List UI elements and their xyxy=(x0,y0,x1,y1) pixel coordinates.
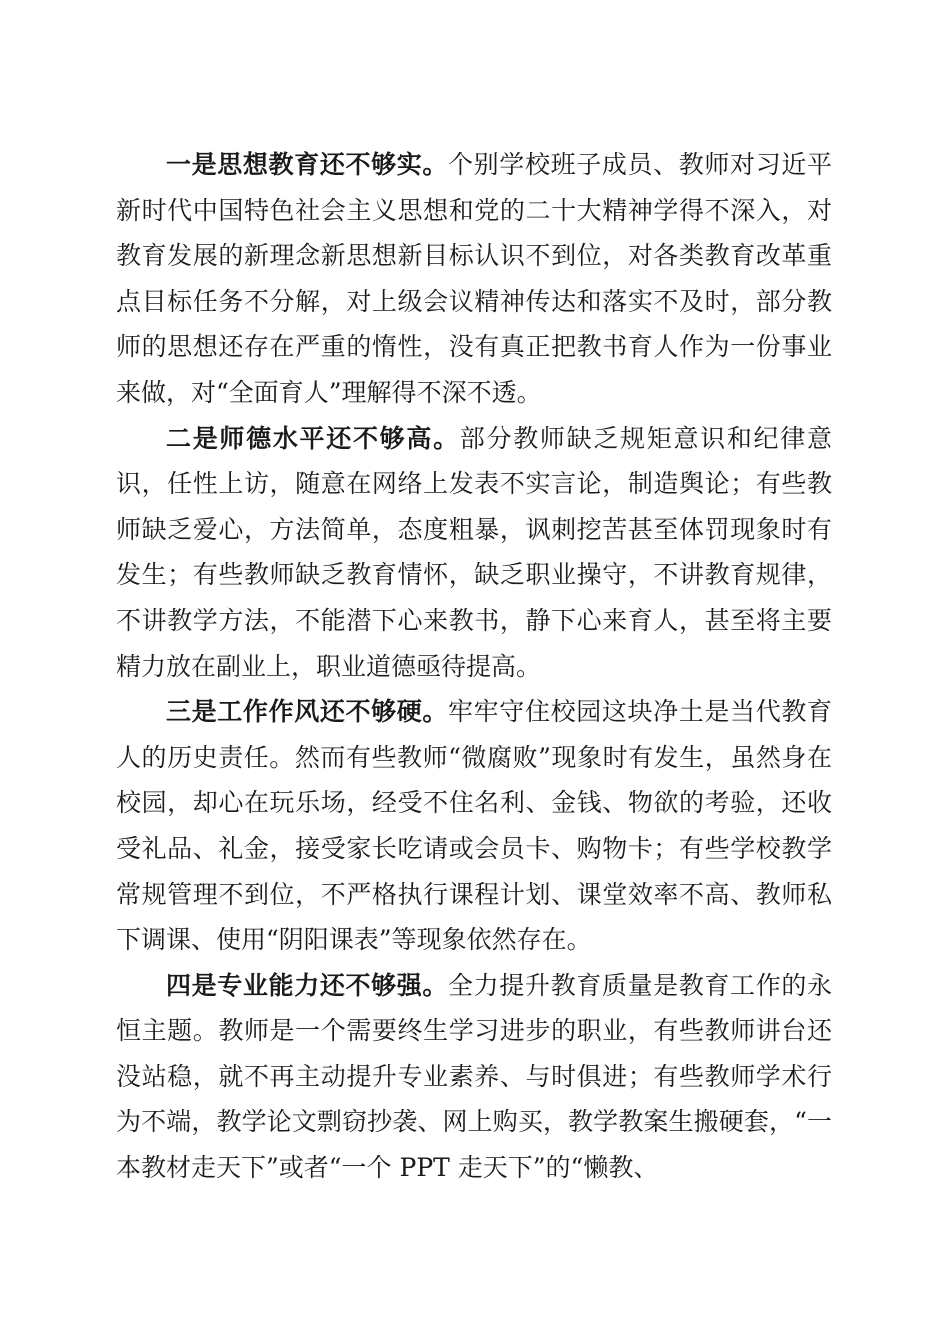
paragraph-heading: 三是工作作风还不够硬。 xyxy=(166,697,449,727)
paragraph-text: 个别学校班子成员、教师对习近平新时代中国特色社会主义思想和党的二十大精神学得不深入，对教育发展的新理念新思想新目标认识不到位，对各类教育改革重点目标任务不分解，对上级会议精神传达和落实不及时，部分教师的思想还存在严重的惰性，没有真正把教书育人作为一份事业来做，对“全面育人”理解得不深不透。 xyxy=(116,150,832,407)
document-body xyxy=(116,142,832,1191)
paragraph-work-style xyxy=(116,689,832,963)
paragraph-professional-ability xyxy=(116,963,832,1191)
paragraph-heading: 二是师德水平还不够高。 xyxy=(166,423,460,453)
paragraph-text: 全力提升教育质量是教育工作的永恒主题。教师是一个需要终生学习进步的职业，有些教师讲台还没站稳，就不再主动提升专业素养、与时俱进；有些教师学术行为不端，教学论文剽窃抄袭、网上购买，教学教案生搬硬套，“一本教材走天下”或者“一个 PPT 走天下”的“懒教、 xyxy=(116,970,832,1183)
paragraph-thought-education xyxy=(116,142,832,416)
paragraph-text: 部分教师缺乏规矩意识和纪律意识，任性上访，随意在网络上发表不实言论，制造舆论；有些教师缺乏爱心，方法简单，态度粗暴，讽刺挖苦甚至体罚现象时有发生；有些教师缺乏教育情怀，缺乏职业操守，不讲教育规律，不讲教学方法，不能潜下心来教书，静下心来育人，甚至将主要精力放在副业上，职业道德亟待提高。 xyxy=(116,423,832,681)
paragraph-heading: 一是思想教育还不够实。 xyxy=(166,150,449,179)
paragraph-teacher-ethics xyxy=(116,416,832,690)
paragraph-text: 牢牢守住校园这块净土是当代教育人的历史责任。然而有些教师“微腐败”现象时有发生，虽然身在校园，却心在玩乐场，经受不住名利、金钱、物欲的考验，还收受礼品、礼金，接受家长吃请或会员卡、购物卡；有些学校教学常规管理不到位，不严格执行课程计划、课堂效率不高、教师私下调课、使用“阴阳课表”等现象依然存在。 xyxy=(116,697,832,955)
paragraph-heading: 四是专业能力还不够强。 xyxy=(166,970,449,1000)
